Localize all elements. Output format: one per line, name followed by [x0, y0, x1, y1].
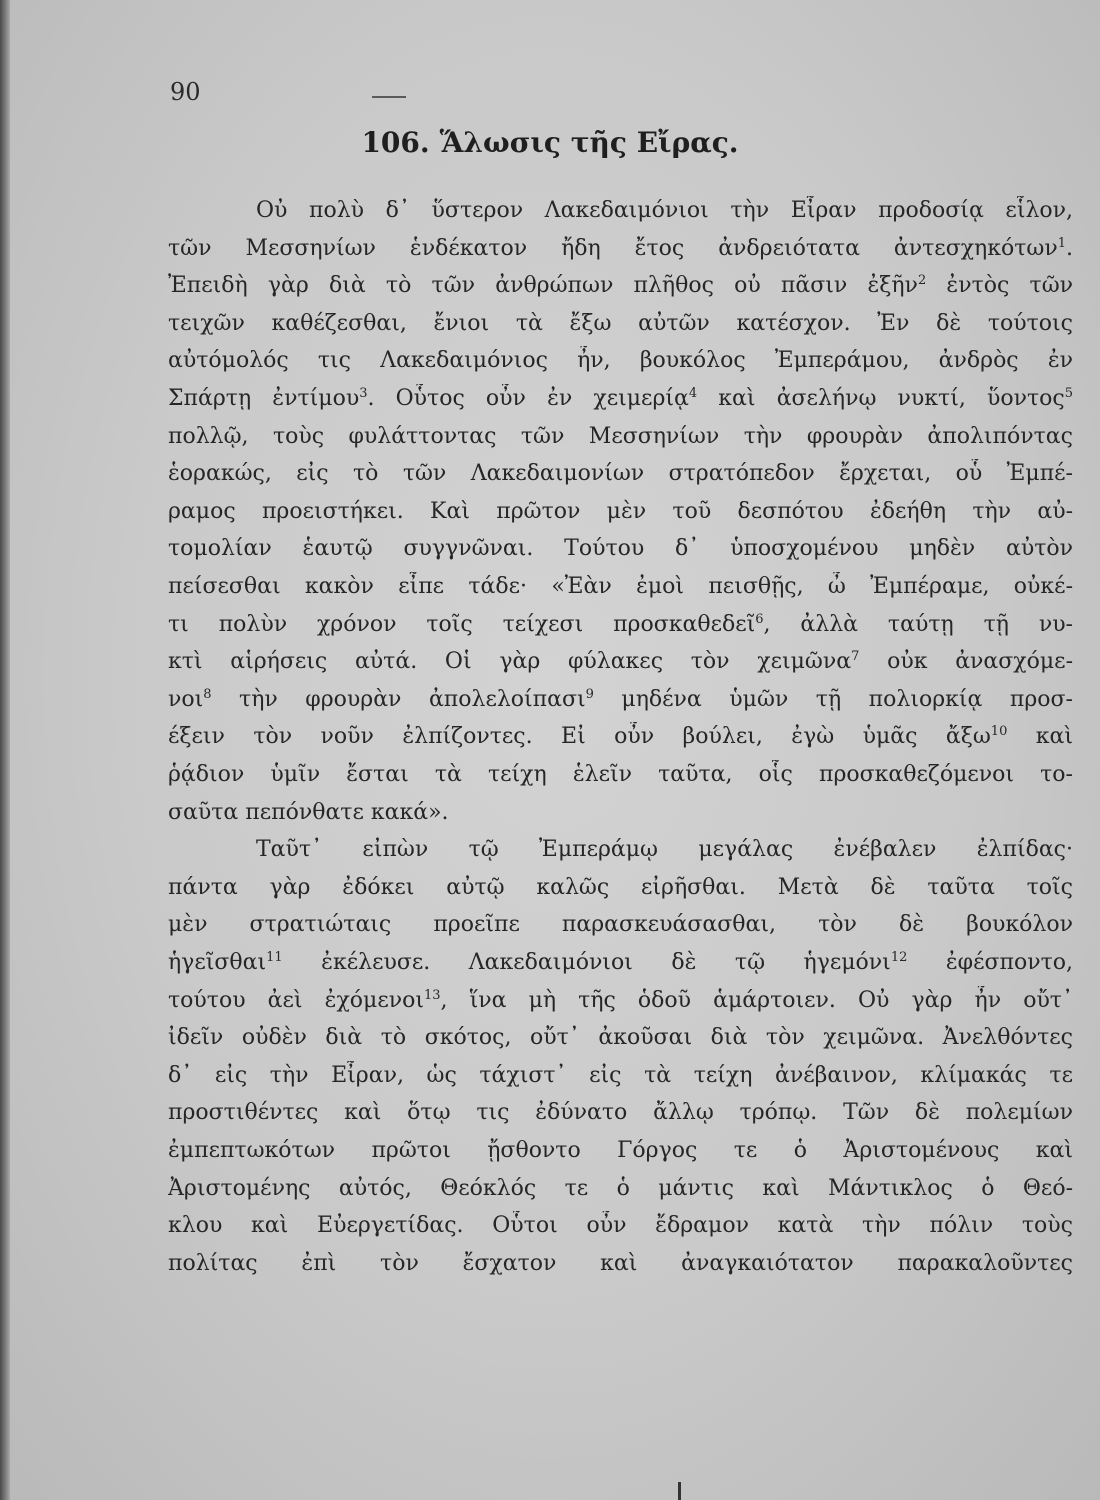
page-edge-shadow [0, 0, 10, 1500]
text-line [168, 1098, 1073, 1128]
text-run: έξειν τὸν νοῦν ἐλπίζοντες. Εἰ οὖν βούλει, ἐγὼ ὑμᾶς ἄξω [168, 724, 991, 750]
footnote-marker: 9 [585, 686, 594, 702]
text-line [168, 760, 1073, 790]
text-run: δ᾿ εἰς τὴν Εἶραν, ὡς τάχιστ᾿ εἰς τὰ τείχη ἀνέβαινον, κλίμακάς τε [168, 1062, 1073, 1088]
text-line [168, 422, 1073, 452]
text-run: κτὶ αἱρήσεις αὐτά. Οἱ γὰρ φύλακες τὸν χειμῶνα [168, 649, 852, 675]
text-run: οὐκ ἀνασχόμε- [859, 649, 1073, 675]
text-line [168, 234, 1073, 264]
text-run: σαῦτα πεπόνθατε κακά». [168, 799, 449, 825]
text-line [168, 497, 1073, 527]
footnote-marker: 3 [359, 386, 368, 401]
text-line [168, 910, 1073, 940]
text-run: καὶ ἀσελήνῳ νυκτί, ὕοντος [697, 386, 1065, 411]
text-line [256, 835, 1073, 865]
text-line [168, 534, 1073, 564]
footnote-marker: 6 [755, 611, 764, 627]
text-run: τὴν φρουρὰν ἀπολελοίπασι [211, 686, 586, 712]
text-run: τῶν Μεσσηνίων ἑνδέκατον ἤδη ἔτος ἀνδρειότατα ἀντεσχηκότων [168, 235, 1058, 261]
text-run: ραμος προειστήκει. Καὶ πρῶτον μὲν τοῦ δεσπότου ἐδεήθη τὴν αὐ- [168, 498, 1073, 524]
text-run: ἑορακώς, εἰς τὸ τῶν Λακεδαιμονίων στρατόπεδον ἔρχεται, οὗ Ἐμπέ- [168, 461, 1073, 487]
text-run: μὲν στρατιώταις προεῖπε παρασκευάσασθαι, τὸν δὲ βουκόλον [168, 912, 1073, 938]
text-run: Ἐπειδὴ γὰρ διὰ τὸ τῶν ἀνθρώπων πλῆθος οὐ πᾶσιν ἐξῆν [168, 273, 918, 299]
footnote-marker: 13 [423, 987, 441, 1003]
footnote-marker: 2 [917, 273, 927, 289]
text-run: ἰδεῖν οὐδὲν διὰ τὸ σκότος, οὔτ᾿ ἀκοῦσαι διὰ τὸν χειμῶνα. Ἀνελθόντες [168, 1025, 1073, 1051]
text-run: Ταῦτ᾿ εἰπὼν τῷ Ἐμπεράμῳ μεγάλας ἐνέβαλεν ἐλπίδας· [256, 837, 1073, 863]
footnote-marker: 10 [990, 724, 1008, 740]
text-run: τειχῶν καθέζεσθαι, ἔνιοι τὰ ἔξω αὐτῶν κατέσχον. Ἐν δὲ τούτοις [168, 310, 1073, 336]
text-line [168, 873, 1073, 903]
text-run: πολλῷ, τοὺς φυλάττοντας τῶν Μεσσηνίων τὴν φρουρὰν ἀπολιπόντας [168, 423, 1073, 449]
text-line [168, 384, 1073, 414]
text-run: μηδένα ὑμῶν τῇ πολιορκίᾳ προσ- [593, 686, 1073, 712]
text-run: τι πολὺν χρόνον τοῖς τείχεσι προσκαθεδεῖ [168, 611, 756, 637]
text-line [168, 986, 1073, 1016]
footnote-marker: 11 [266, 950, 283, 965]
page-mark [678, 1482, 681, 1500]
text-run: , ἵνα μὴ τῆς ὁδοῦ ἁμάρτοιεν. Οὐ γὰρ ἦν οὔτ᾿ [440, 987, 1073, 1013]
text-run: πολίτας ἐπὶ τὸν ἔσχατον καὶ ἀναγκαιότατον παρακαλοῦντες [168, 1250, 1073, 1276]
text-run: νοι [168, 686, 204, 712]
text-run: κλου καὶ Εὐεργετίδας. Οὗτοι οὖν ἔδραμον κατὰ τὴν πόλιν τοὺς [168, 1213, 1073, 1239]
footnote-marker: 4 [688, 386, 698, 401]
text-run: τομολίαν ἑαυτῷ συγγνῶναι. Τούτου δ᾿ ὑποσχομένου μηδὲν αὐτὸν [168, 536, 1073, 562]
text-line [168, 610, 1073, 640]
text-run: αὐτόμολός τις Λακεδαιμόνιος ἦν, βουκόλος Ἐμπεράμου, ἀνδρὸς ἐν [168, 348, 1073, 374]
text-run: . [1066, 235, 1073, 261]
text-run: προστιθέντες καὶ ὅτῳ τις ἐδύνατο ἄλλῳ τρόπῳ. Τῶν δὲ πολεμίων [168, 1100, 1073, 1126]
text-line [168, 346, 1073, 376]
section-title [0, 126, 1100, 159]
section-number: 106. [361, 126, 430, 159]
text-run: Σπάρτῃ ἐντίμου [168, 386, 360, 411]
text-line [168, 798, 1073, 828]
section-heading: Ἅλωσις τῆς Εἴρας. [439, 126, 739, 159]
text-line [168, 948, 1073, 978]
text-run: Ἀριστομένης αὐτός, Θεόκλός τε ὁ μάντις καὶ Μάντικλος ὁ Θεό- [168, 1175, 1073, 1201]
text-line [168, 1136, 1073, 1166]
footnote-marker: 5 [1064, 386, 1073, 401]
text-line [168, 1061, 1073, 1091]
text-run: ἡγεῖσθαι [168, 950, 267, 975]
footnote-marker: 12 [890, 950, 908, 965]
text-line [168, 1211, 1073, 1241]
text-line [168, 1249, 1073, 1279]
text-line [256, 196, 1073, 226]
text-run: ἐφέσποντο, [907, 950, 1073, 975]
text-run: ῥᾴδιον ὑμῖν ἔσται τὰ τείχη ἑλεῖν ταῦτα, οἷς προσκαθεζόμενοι το- [168, 762, 1073, 787]
text-line [168, 572, 1073, 602]
text-line [168, 647, 1073, 677]
text-run: τούτου ἀεὶ ἐχόμενοι [168, 987, 424, 1013]
text-line [168, 1023, 1073, 1053]
text-run: . Οὗτος οὖν ἐν χειμερίᾳ [367, 386, 689, 411]
text-line [168, 685, 1073, 715]
text-line [168, 309, 1073, 339]
page-number: 90 [170, 78, 201, 106]
text-line [168, 271, 1073, 301]
header-rule [372, 96, 406, 98]
text-run: καὶ [1007, 724, 1073, 750]
text-run: ἐμπεπτωκότων πρῶτοι ᾔσθοντο Γόργος τε ὁ Ἀριστομένους καὶ [168, 1138, 1073, 1163]
footnote-marker: 1 [1057, 235, 1066, 251]
footnote-marker: 8 [203, 686, 212, 702]
text-line [168, 722, 1073, 752]
text-run: , ἀλλὰ ταύτῃ τῇ νυ- [763, 611, 1073, 637]
text-line [168, 1174, 1073, 1204]
text-run: πείσεσθαι κακὸν εἶπε τάδε· «Ἐὰν ἐμοὶ πεισθῇς, ὦ Ἐμπέραμε, οὐκέ- [168, 574, 1073, 599]
text-line [168, 459, 1073, 489]
footnote-marker: 7 [851, 649, 860, 665]
text-run: ἐκέλευσε. Λακεδαιμόνιοι δὲ τῷ ἡγεμόνι [282, 950, 891, 975]
text-run: Οὐ πολὺ δ᾿ ὕστερον Λακεδαιμόνιοι τὴν Εἶραν προδοσίᾳ εἷλον, [256, 198, 1073, 223]
text-run: ἐντὸς τῶν [926, 273, 1073, 299]
text-run: πάντα γὰρ ἐδόκει αὐτῷ καλῶς εἰρῆσθαι. Μετὰ δὲ ταῦτα τοῖς [168, 874, 1073, 900]
